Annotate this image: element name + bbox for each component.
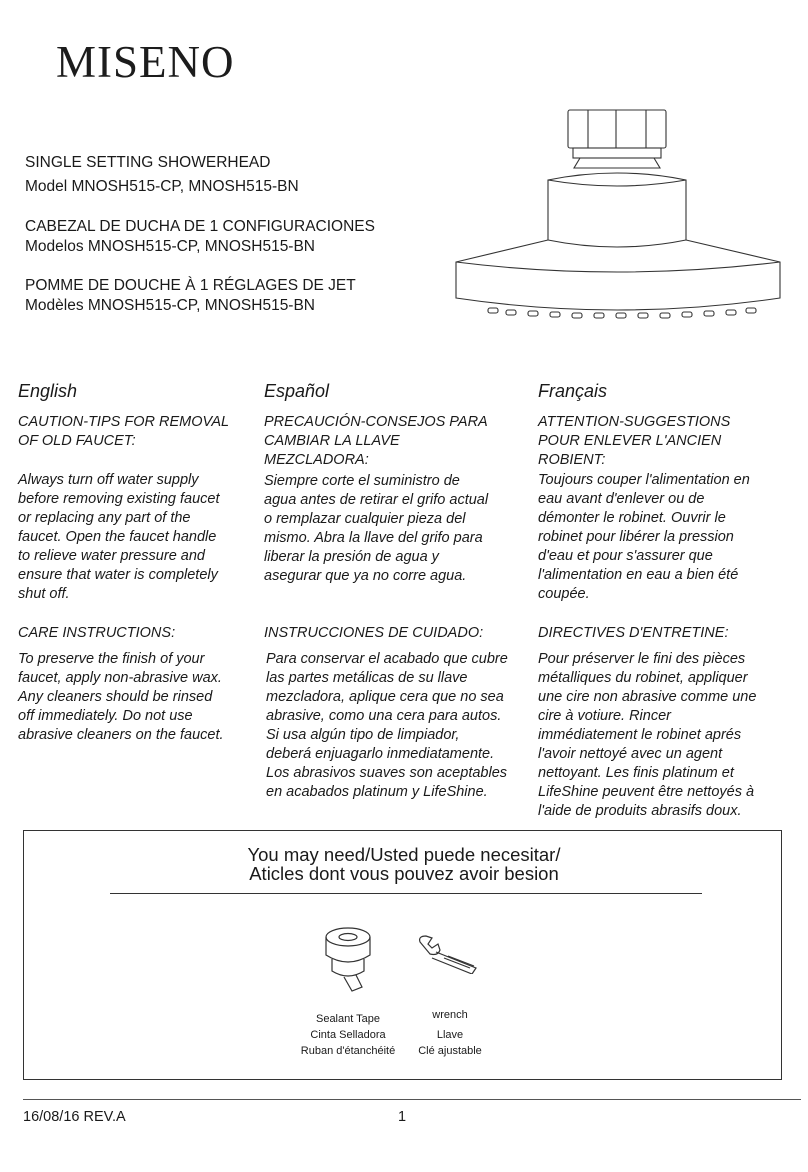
text-line: eau avant d'enlever ou de [538, 491, 705, 507]
english-care-body [18, 650, 258, 745]
text-line: CAMBIAR LA LLAVE [264, 433, 400, 449]
text-line: CAUTION-TIPS FOR REMOVAL [18, 414, 230, 430]
text-line: Always turn off water supply [18, 472, 199, 488]
text-line: mismo. Abra la llave del grifo para [264, 530, 483, 546]
wrench-labels [390, 1007, 510, 1059]
english-caution-heading [18, 413, 258, 451]
showerhead-illustration [448, 100, 788, 330]
text-line: deberá enjuagarlo inmediatamente. [266, 746, 495, 762]
text-line: Siempre corte el suministro de [264, 473, 460, 489]
lang-header-french: Français [538, 381, 608, 401]
text-line: OF OLD FAUCET: [18, 433, 136, 449]
text-line: ensure that water is completely [18, 567, 218, 583]
text-line: agua antes de retirar el grifo actual [264, 492, 489, 508]
tool-label: Llave [436, 1029, 464, 1041]
text-line: POUR ENLEVER L'ANCIEN [538, 433, 722, 449]
text-line: liberar la presión de agua y [264, 549, 439, 565]
text-line: d'eau et pour s'assurer que [538, 548, 713, 564]
title-en: SINGLE SETTING SHOWERHEAD [25, 154, 271, 171]
text-line: Los abrasivos suaves son aceptables [266, 765, 508, 781]
french-care-heading: DIRECTIVES D'ENTRETINE: [538, 625, 729, 641]
page-number: 1 [398, 1109, 407, 1125]
text-line: abrasive, como una cera para autos. [266, 708, 502, 724]
divider [110, 893, 702, 894]
tool-label: wrench [432, 1009, 468, 1021]
wrench-icon [414, 934, 484, 974]
tool-label: Clé ajustable [418, 1045, 482, 1057]
tools-needed-title-line2: Aticles dont vous pouvez avoir besion [249, 863, 559, 884]
text-line: démonter le robinet. Ouvrir le [538, 510, 726, 526]
text-line: mezcladora, aplique cera que no sea [266, 689, 504, 705]
english-care-heading: CARE INSTRUCTIONS: [18, 625, 176, 641]
text-line: métalliques du robinet, appliquer [538, 670, 748, 686]
tool-label: Ruban d'étanchéité [300, 1045, 396, 1057]
text-line: shut off. [18, 586, 70, 602]
spanish-caution-body [264, 472, 534, 586]
text-line: l'alimentation en eau a bien été [538, 567, 739, 583]
text-line: off immediately. Do not use [18, 708, 193, 724]
tool-label: Sealant Tape [315, 1013, 381, 1025]
model-en: Model MNOSH515-CP, MNOSH515-BN [25, 178, 299, 195]
text-line: Para conservar el acabado que cubre [266, 651, 508, 667]
sealant-tape-icon [318, 923, 378, 995]
lang-header-spanish: Español [264, 381, 330, 401]
text-line: Toujours couper l'alimentation en [538, 472, 750, 488]
text-line: une cire non abrasive comme une [538, 689, 757, 705]
text-line: before removing existing faucet [18, 491, 220, 507]
text-line: abrasive cleaners on the faucet. [18, 727, 224, 743]
text-line: nettoyant. Les finis platinum et [538, 765, 734, 781]
text-line: LifeShine peuvent être nettoyés à [538, 784, 755, 800]
title-es: CABEZAL DE DUCHA DE 1 CONFIGURACIONES [25, 218, 375, 235]
text-line: MEZCLADORA: [264, 452, 369, 468]
french-care-body [538, 650, 800, 821]
text-line: coupée. [538, 586, 590, 602]
brand-logo: MISENO [56, 37, 235, 87]
french-caution-body [538, 471, 800, 604]
text-line: robinet pour libérer la pression [538, 529, 734, 545]
text-line: asegurar que ya no corre agua. [264, 568, 467, 584]
text-line: Si usa algún tipo de limpiador, [266, 727, 460, 743]
footer-date-revision: 16/08/16 REV.A [23, 1109, 126, 1125]
text-line: l'aide de produits abrasifs doux. [538, 803, 742, 819]
spanish-caution-heading [264, 413, 534, 470]
text-line: to relieve water pressure and [18, 548, 205, 564]
model-fr: Modèles MNOSH515-CP, MNOSH515-BN [25, 297, 316, 314]
text-line: Pour préserver le fini des pièces [538, 651, 746, 667]
text-line: PRECAUCIÓN-CONSEJOS PARA [264, 414, 488, 430]
text-line: faucet. Open the faucet handle [18, 529, 217, 545]
tools-needed-title-line1: You may need/Usted puede necesitar/ [247, 844, 561, 865]
english-caution-body [18, 471, 258, 604]
model-es: Modelos MNOSH515-CP, MNOSH515-BN [25, 238, 316, 255]
text-line: Any cleaners should be rinsed [18, 689, 213, 705]
text-line: ROBIENT: [538, 452, 606, 468]
text-line: las partes metálicas de su llave [266, 670, 468, 686]
text-line: faucet, apply non-abrasive wax. [18, 670, 222, 686]
text-line: l'avoir nettoyé avec un agent [538, 746, 723, 762]
text-line: cire à votiure. Rincer [538, 708, 671, 724]
spanish-care-body [266, 650, 536, 802]
text-line: To preserve the finish of your [18, 651, 205, 667]
text-line: immédiatement le robinet aprés [538, 727, 742, 743]
text-line: ATTENTION-SUGGESTIONS [538, 414, 731, 430]
spanish-care-heading: INSTRUCCIONES DE CUIDADO: [264, 625, 484, 641]
lang-header-english: English [18, 381, 78, 401]
title-fr: POMME DE DOUCHE À 1 RÉGLAGES DE JET [25, 277, 356, 294]
text-line: en acabados platinum y LifeShine. [266, 784, 488, 800]
text-line: o remplazar cualquier pieza del [264, 511, 466, 527]
tool-label: Cinta Selladora [310, 1029, 386, 1041]
text-line: or replacing any part of the [18, 510, 191, 526]
footer-rule [23, 1099, 801, 1100]
french-caution-heading [538, 413, 800, 470]
